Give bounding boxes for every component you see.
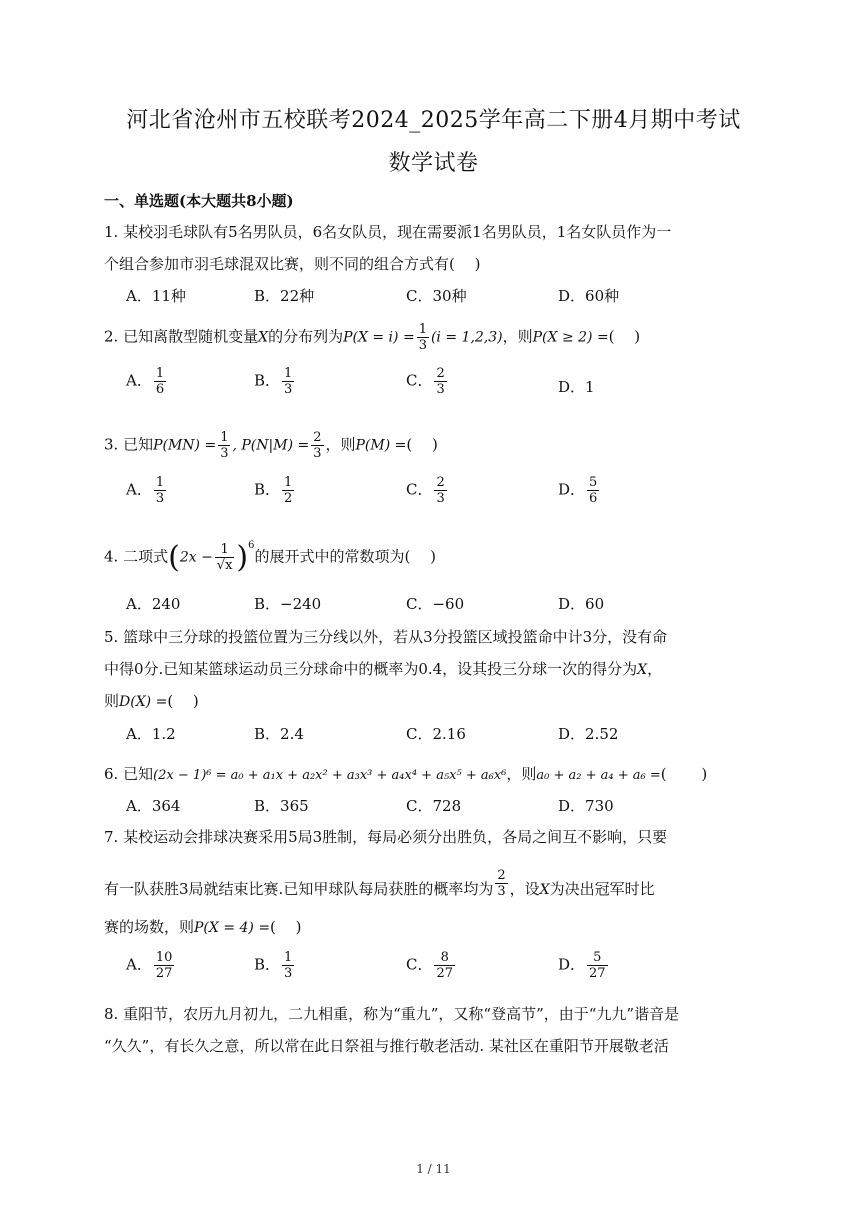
option-b: [254, 950, 296, 981]
option-a: A．11种: [126, 287, 186, 305]
question-2-then: ，则: [502, 327, 533, 346]
fraction-numerator: 2: [313, 430, 322, 445]
question-8-line-1: 8. 重阳节，农历九月初九，二九相重，称为“重九”，又称“登高节”，由于“九九”谐音是: [104, 1005, 680, 1023]
question-7-ask: P(X = 4) =: [194, 920, 271, 936]
fraction-denominator: 3: [155, 491, 165, 506]
option-b: [254, 366, 296, 397]
fraction-denominator: 3: [436, 491, 445, 506]
fraction-denominator: 3: [313, 446, 322, 461]
option-c: [406, 475, 449, 506]
expression-2-fraction: [311, 430, 323, 461]
binomial-fraction: [215, 542, 235, 573]
option-label: C．: [406, 371, 433, 390]
fraction-numerator: 1: [220, 542, 229, 557]
question-2-mid: 的分布列为: [268, 327, 344, 346]
option-d: D．1: [558, 378, 595, 396]
question-7-line-2: [104, 868, 784, 899]
option-c: C．30种: [406, 287, 467, 305]
fraction-numerator: 1: [418, 322, 427, 337]
option-a: A．240: [126, 595, 181, 613]
answer-blank: ( ): [406, 435, 438, 454]
fraction-denominator: 3: [220, 446, 229, 461]
fraction-numerator: 1: [284, 950, 293, 965]
question-1-line-1: 1. 某校羽毛球队有5名男队员，6名女队员，现在需要派1名男队员，1名女队员作为一: [104, 223, 672, 241]
question-3-ask: P(M) =: [355, 437, 407, 454]
question-3-options: [126, 475, 766, 515]
option-c: C．2.16: [406, 725, 466, 743]
fraction-denominator: 27: [155, 966, 173, 981]
question-3-prefix: 3. 已知: [104, 435, 154, 454]
option-label: B．: [254, 480, 281, 499]
option-b: B．2.4: [254, 725, 304, 743]
answer-blank: ( ): [608, 327, 641, 346]
fraction-denominator: 3: [284, 966, 293, 981]
probability-fraction: [495, 868, 507, 899]
fraction-denominator: 6: [155, 382, 165, 397]
option-fraction: [282, 475, 294, 506]
paper-title: 河北省沧州市五校联考2024_2025学年高二下册4月期中考试: [126, 108, 741, 133]
question-7-then: 赛的场数，则: [104, 918, 195, 936]
fraction-numerator: 1: [220, 430, 229, 445]
fraction-numerator: 10: [155, 950, 173, 965]
question-5-options: [126, 723, 766, 763]
option-label: A．: [126, 955, 152, 974]
fraction-numerator: 2: [497, 868, 506, 883]
option-c: [406, 366, 449, 397]
question-4-prefix: 4. 二项式: [104, 547, 169, 566]
distribution-fraction: [417, 322, 429, 353]
option-label: C．: [406, 480, 433, 499]
option-c: C．−60: [406, 595, 465, 613]
question-3-then: ，则: [325, 435, 356, 454]
question-5-comma: ，: [647, 660, 663, 678]
expansion-equation: (2x − 1)⁶ = a₀ + a₁x + a₂x² + a₃x³ + a₄x⁴ + a₅x⁵ + a₆x⁶: [153, 768, 507, 783]
fraction-numerator: 1: [155, 366, 165, 381]
option-label: C．: [406, 955, 433, 974]
page-number: 1 / 11: [416, 1162, 451, 1176]
option-fraction: [282, 950, 294, 981]
distribution-left: P(X = i) =: [343, 329, 415, 346]
question-8-line-2: “久久”，有长久之意，所以常在此日祭祖与推行敬老活动. 某社区在重阳节开展敬老活: [104, 1037, 669, 1055]
option-fraction: [154, 475, 166, 506]
option-b: B．22种: [254, 287, 315, 305]
option-label: A．: [126, 371, 152, 390]
fraction-denominator: 27: [436, 966, 454, 981]
question-5-line-1: 5. 篮球中三分球的投篮位置为三分线以外，若从3分投篮区域投篮命中计3分，没有命: [104, 628, 668, 646]
question-6: [104, 763, 784, 784]
paper-subtitle: 数学试卷: [388, 151, 479, 176]
fraction-numerator: 5: [589, 475, 598, 490]
option-a: [126, 475, 168, 506]
binomial-term: 2x −: [179, 549, 213, 566]
distribution-right: (i = 1,2,3): [430, 329, 503, 346]
question-3: [104, 430, 784, 461]
fraction-denominator: 27: [589, 966, 606, 981]
fraction-denominator: 2: [284, 491, 293, 506]
fraction-numerator: 2: [436, 475, 445, 490]
option-b: B．365: [254, 797, 309, 815]
option-fraction: [434, 475, 446, 506]
option-fraction: [587, 475, 599, 506]
option-fraction: [282, 366, 294, 397]
option-label: B．: [254, 955, 281, 974]
question-5-text: 中得0分.已知某篮球运动员三分球命中的概率为0.4，设其投三分球一次的得分为: [104, 660, 638, 678]
fraction-numerator: 1: [284, 366, 293, 381]
question-7-line-3: [104, 916, 784, 937]
question-7-comma: ，设: [509, 880, 540, 898]
option-fraction: [154, 950, 175, 981]
option-d: D．60: [558, 595, 605, 613]
binomial-exponent: 6: [248, 540, 255, 551]
option-d: D．730: [558, 797, 614, 815]
variable-x: X: [258, 329, 269, 346]
option-label: B．: [254, 371, 281, 390]
option-d: D．2.52: [558, 725, 619, 743]
question-2-prefix: 2. 已知离散型随机变量: [104, 327, 259, 346]
option-fraction: [434, 950, 455, 981]
option-c: [406, 950, 457, 981]
question-2-options: [126, 366, 766, 406]
question-1-line-2: 个组合参加市羽毛球混双比赛，则不同的组合方式有( ): [104, 255, 481, 273]
option-a: A．364: [126, 797, 181, 815]
fraction-numerator: 2: [436, 366, 445, 381]
fraction-denominator: 3: [284, 382, 293, 397]
fraction-denominator: √x: [216, 558, 233, 573]
option-d: [558, 475, 601, 506]
question-5-ask: D(X) =: [119, 694, 168, 710]
fraction-denominator: 6: [589, 491, 598, 506]
fraction-numerator: 1: [284, 475, 293, 490]
expression-2-left: , P(N|M) =: [232, 437, 310, 454]
question-1-options: [126, 285, 766, 325]
option-fraction: [154, 366, 166, 397]
fraction-numerator: 5: [593, 950, 602, 965]
left-paren: (: [168, 540, 180, 575]
fraction-numerator: 1: [155, 475, 165, 490]
question-5-line-2: [104, 658, 784, 679]
option-fraction: [434, 366, 446, 397]
expression-1-fraction: [218, 430, 230, 461]
option-a: [126, 950, 176, 981]
answer-blank: ( ): [167, 692, 199, 710]
option-d: D．60种: [558, 287, 620, 305]
option-a: A．1.2: [126, 725, 176, 743]
fraction-denominator: 3: [436, 382, 445, 397]
question-6-then: ，则: [506, 765, 537, 783]
option-d: [558, 950, 610, 981]
fraction-denominator: 3: [418, 338, 427, 353]
question-2-ask: P(X ≥ 2) =: [532, 329, 609, 346]
variable-x: X: [539, 882, 550, 898]
option-b: [254, 475, 296, 506]
option-label: D．: [558, 955, 586, 974]
question-7-text-2: 为决出冠军时比: [549, 880, 655, 898]
section-heading: 一、单选题(本大题共8小题): [104, 192, 294, 210]
fraction-numerator: 8: [440, 950, 449, 965]
question-5-then: 则: [104, 692, 120, 710]
question-2: [104, 322, 784, 353]
option-fraction: [587, 950, 608, 981]
option-label: A．: [126, 480, 152, 499]
question-6-prefix: 6. 已知: [104, 765, 154, 783]
expression-1-left: P(MN) =: [153, 437, 217, 454]
option-c: C．728: [406, 797, 462, 815]
answer-blank: ( ): [660, 765, 708, 783]
answer-blank: ( ): [270, 918, 302, 936]
option-a: [126, 366, 168, 397]
question-4: [104, 540, 784, 575]
question-7-line-1: 7. 某校运动会排球决赛采用5局3胜制，每局必须分出胜负，各局之间互不影响，只要: [104, 828, 668, 846]
right-paren: ): [236, 540, 249, 575]
option-label: D．: [558, 480, 586, 499]
question-7-options: [126, 950, 766, 990]
question-7-text: 有一队获胜3局就结束比赛.已知甲球队每局获胜的概率均为: [104, 880, 494, 898]
question-5-line-3: [104, 690, 784, 711]
option-b: B．−240: [254, 595, 322, 613]
question-4-suffix: 的展开式中的常数项为( ): [254, 547, 436, 566]
variable-x: X: [637, 662, 648, 678]
fraction-denominator: 3: [497, 884, 506, 899]
question-6-ask: a₀ + a₂ + a₄ + a₆ =: [536, 768, 661, 783]
